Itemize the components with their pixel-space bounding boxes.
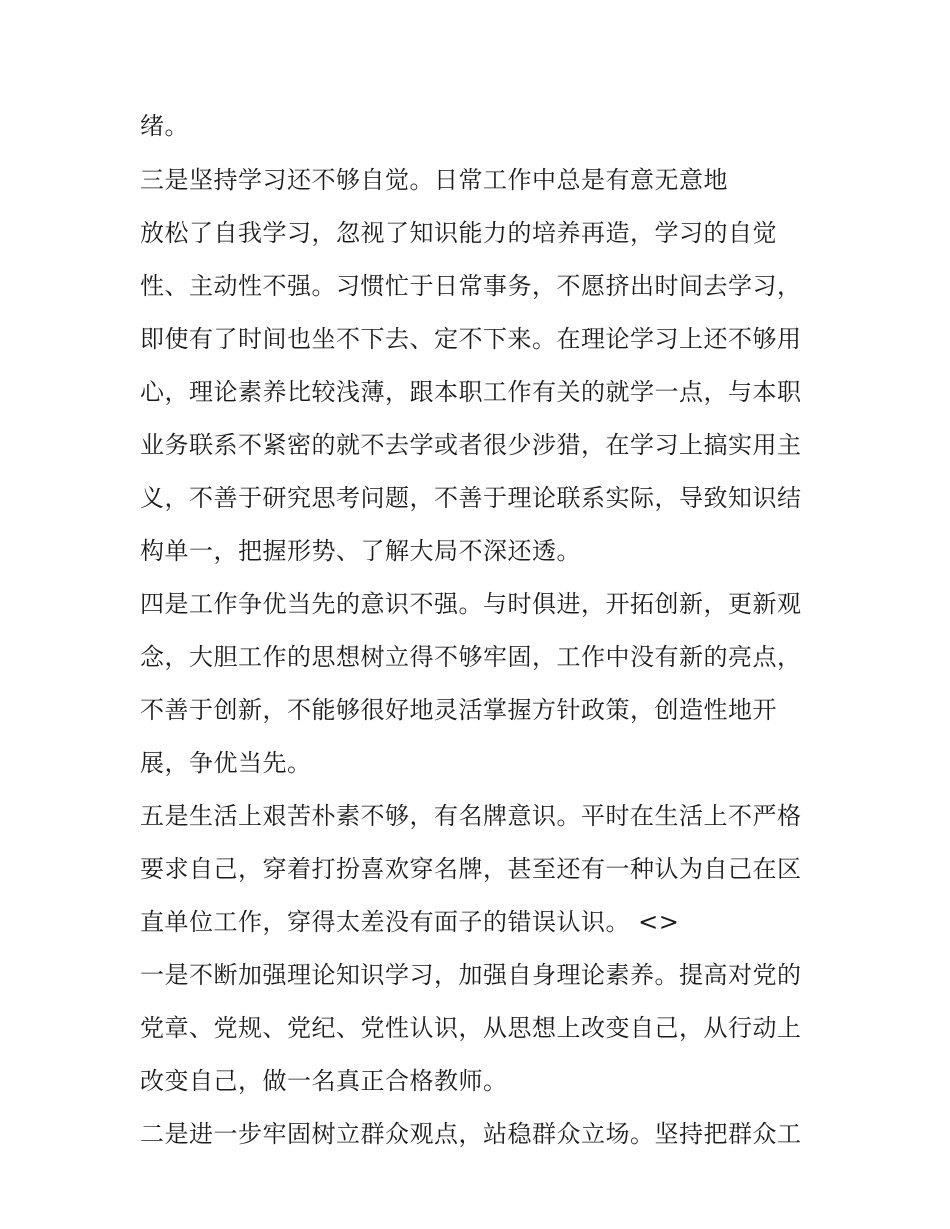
text-line-4: 性、主动性不强。习惯忙于日常事务，不愿挤出时间去学习， (140, 272, 802, 300)
text-line-12: 不善于创新，不能够很好地灵活掌握方针政策，创造性地开 (140, 696, 777, 724)
text-line-6: 心，理论素养比较浅薄，跟本职工作有关的就学一点，与本职 (140, 378, 802, 406)
text-line-15: 要求自己，穿着打扮喜欢穿名牌，甚至还有一种认为自己在区 (140, 855, 802, 883)
text-line-5: 即使有了时间也坐不下去、定不下来。在理论学习上还不够用 (140, 325, 802, 353)
text-line-9: 构单一，把握形势、了解大局不深还透。 (140, 537, 581, 565)
text-line-2: 三是坚持学习还不够自觉。日常工作中总是有意无意地 (140, 166, 728, 194)
text-line-18: 党章、党规、党纪、党性认识，从思想上改变自己，从行动上 (140, 1014, 802, 1042)
text-line-13: 展，争优当先。 (140, 749, 312, 777)
text-line-14: 五是生活上艰苦朴素不够，有名牌意识。平时在生活上不严格 (140, 802, 802, 830)
text-line-3: 放松了自我学习，忽视了知识能力的培养再造，学习的自觉 (140, 219, 777, 247)
text-line-1: 绪。 (140, 112, 189, 140)
text-line-8: 义，不善于研究思考问题，不善于理论联系实际，导致知识结 (140, 484, 802, 512)
text-line-19: 改变自己，做一名真正合格教师。 (140, 1067, 508, 1095)
text-line-20: 二是进一步牢固树立群众观点，站稳群众立场。坚持把群众工 (140, 1120, 802, 1148)
text-line-7: 业务联系不紧密的就不去学或者很少涉猎，在学习上搞实用主 (140, 431, 802, 459)
text-line-16: 直单位工作，穿得太差没有面子的错误认识。 <> (140, 908, 680, 936)
text-line-10: 四是工作争优当先的意识不强。与时俱进，开拓创新，更新观 (140, 590, 802, 618)
text-line-11: 念，大胆工作的思想树立得不够牢固，工作中没有新的亮点， (140, 643, 802, 671)
text-line-17: 一是不断加强理论知识学习，加强自身理论素养。提高对党的 (140, 961, 802, 989)
